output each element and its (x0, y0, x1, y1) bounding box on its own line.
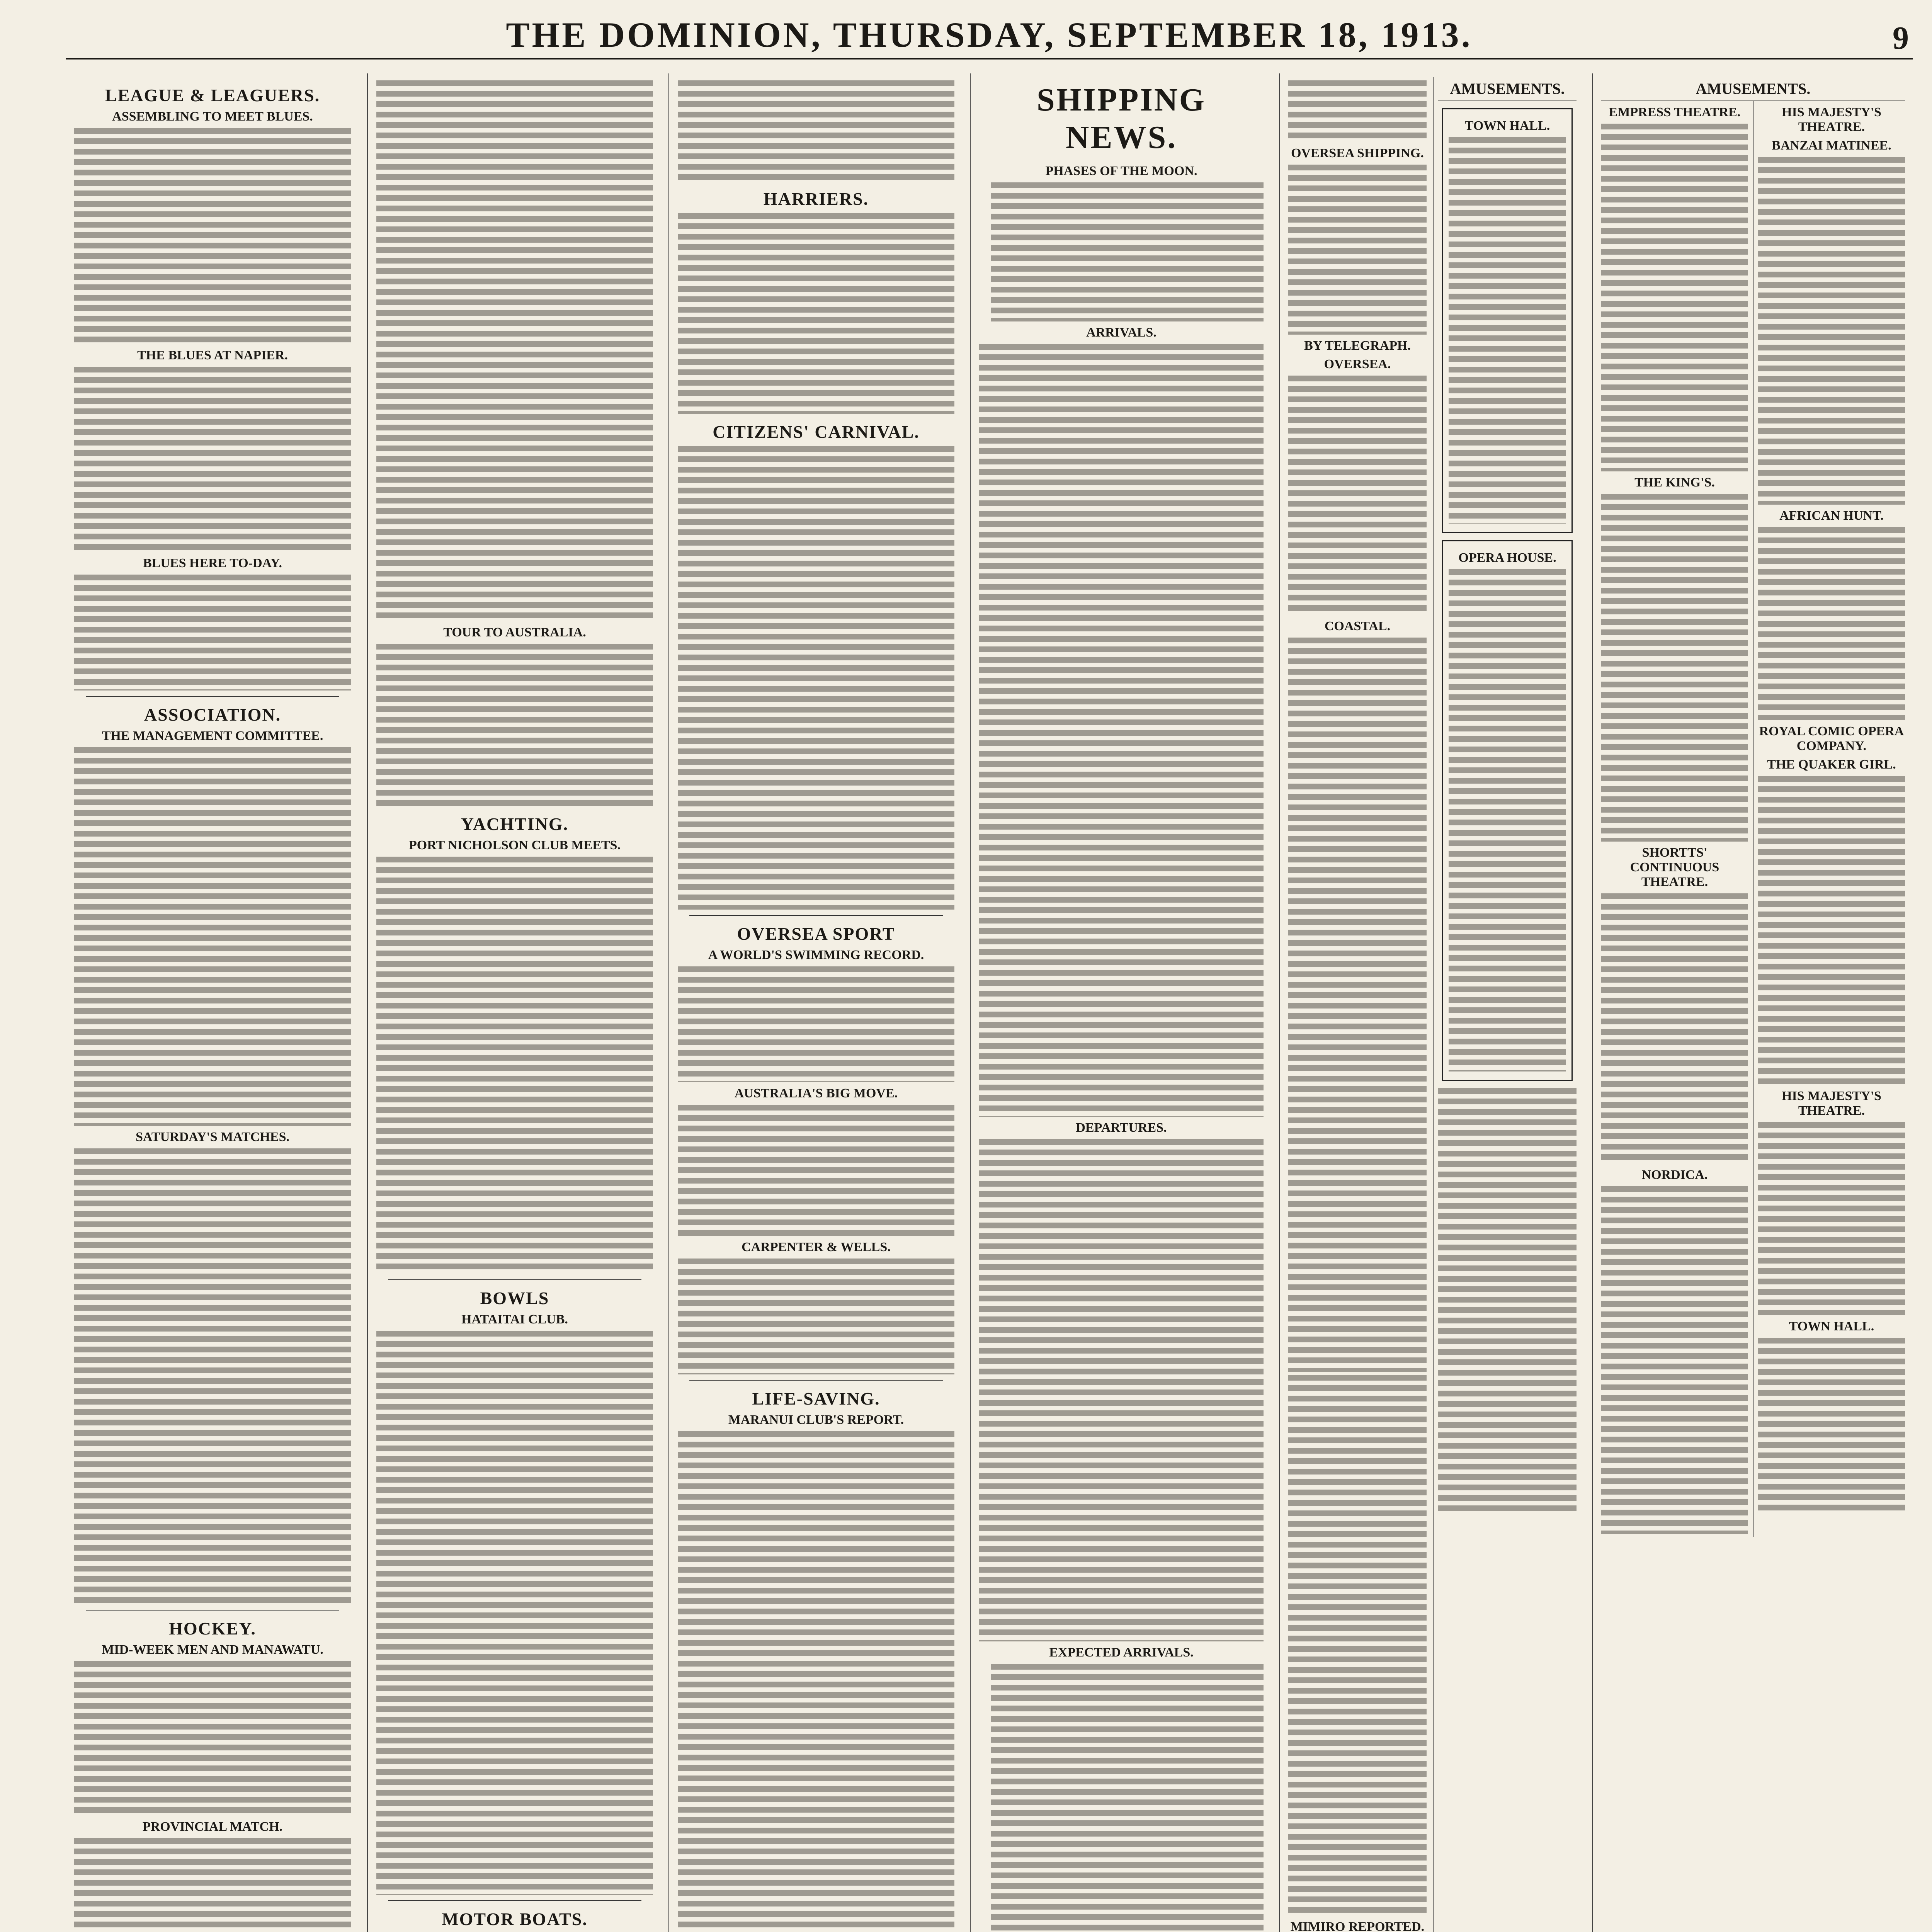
section-life-saving: LIFE-SAVING. (752, 1389, 880, 1408)
section-citizens-carnival: CITIZENS' CARNIVAL. (713, 422, 920, 442)
headline-australia-big-move: AUSTRALIA'S BIG MOVE. (734, 1086, 898, 1100)
subhead-mimiro: MIMIRO REPORTED. (1290, 1920, 1425, 1932)
divider (388, 1900, 641, 1901)
ad-body (1758, 527, 1905, 720)
town-hall-title: TOWN HALL. (1464, 119, 1550, 133)
amusements-text (1438, 1088, 1577, 1513)
headline-saturday: SATURDAY'S MATCHES. (135, 1130, 289, 1144)
headline-midweek: MID-WEEK MEN AND MANAWATU. (102, 1643, 323, 1657)
his-majestys-theatre: HIS MAJESTY'S THEATRE. (1782, 105, 1881, 134)
page-number: 9 (1893, 20, 1909, 56)
section-league-leaguers: LEAGUE & LEAGUERS. (105, 85, 320, 105)
amusements-title: AMUSEMENTS. (1601, 77, 1905, 101)
ad-body (1601, 494, 1748, 842)
subhead-oversea: OVERSEA. (1324, 357, 1391, 371)
article-body (376, 1331, 653, 1895)
article-body (678, 446, 954, 910)
departures-list (979, 1139, 1264, 1641)
ad-body (1449, 137, 1566, 524)
article-body (74, 1838, 351, 1932)
article-body (678, 80, 954, 181)
divider (86, 696, 339, 697)
subhead-oversea-shipping: OVERSEA SHIPPING. (1291, 146, 1424, 160)
divider (689, 915, 943, 916)
arrivals-list (979, 344, 1264, 1117)
ad-body (1758, 776, 1905, 1085)
nordica-ad: NORDICA. (1641, 1168, 1708, 1182)
his-majestys-theatre-2: HIS MAJESTY'S THEATRE. (1782, 1089, 1881, 1118)
column-sport-harriers (668, 73, 963, 1932)
opera-house-ad (1442, 540, 1573, 1081)
divider (689, 1380, 943, 1381)
section-hockey: HOCKEY. (169, 1619, 256, 1638)
headline-swimming-record: A WORLD'S SWIMMING RECORD. (708, 948, 924, 962)
subhead-by-telegraph: BY TELEGRAPH. (1304, 338, 1411, 353)
article-body (678, 1431, 954, 1932)
ad-body (1601, 893, 1748, 1164)
divider (388, 1279, 641, 1280)
coastal-list (1288, 638, 1427, 1372)
article-body (74, 747, 351, 1126)
headline-port-nicholson: PORT NICHOLSON CLUB MEETS. (409, 838, 621, 852)
article-body (678, 1259, 954, 1374)
masthead (66, 12, 1913, 60)
expected-arrivals-list (991, 1664, 1264, 1932)
shipping-text (1288, 80, 1427, 142)
column-shipping (970, 73, 1272, 1932)
town-hall-2: TOWN HALL. (1789, 1319, 1874, 1333)
article-body (678, 966, 954, 1082)
article-body (376, 80, 653, 621)
article-body (678, 1105, 954, 1236)
subhead-arrivals: ARRIVALS. (1086, 325, 1156, 340)
shortts-theatre: SHORTTS' CONTINUOUS THEATRE. (1630, 845, 1719, 889)
column-sport-yachting (367, 73, 662, 1932)
article-body (74, 367, 351, 552)
ad-body (1449, 569, 1566, 1071)
opera-house-title: OPERA HOUSE. (1458, 551, 1556, 565)
ad-body (1758, 1122, 1905, 1315)
article-body (74, 1148, 351, 1604)
headline-maranui: MARANUI CLUB'S REPORT. (728, 1413, 904, 1427)
african-hunt: AFRICAN HUNT. (1779, 509, 1884, 523)
banzai-matinee: BANZAI MATINEE. (1772, 138, 1891, 153)
article-body (74, 128, 351, 344)
town-hall-ad (1442, 108, 1573, 533)
headline-hataitai: HATAITAI CLUB. (461, 1312, 568, 1327)
ad-body (1601, 1186, 1748, 1534)
royal-comic-opera: ROYAL COMIC OPERA COMPANY. (1759, 724, 1904, 753)
article-body (376, 857, 653, 1274)
shipping-notes (1288, 1375, 1427, 1916)
headline-tour-australia: TOUR TO AUSTRALIA. (443, 625, 586, 639)
masthead-title: THE DOMINION, THURSDAY, SEPTEMBER 18, 1913. (506, 15, 1473, 54)
section-association: ASSOCIATION. (144, 705, 281, 724)
subhead-coastal: COASTAL. (1324, 619, 1391, 633)
ad-body (1758, 1338, 1905, 1512)
column-shipping-amusements (1279, 73, 1585, 1932)
moon-table (991, 182, 1264, 321)
the-quaker-girl: THE QUAKER GIRL. (1767, 757, 1896, 772)
headline-assembling: ASSEMBLING TO MEET BLUES. (112, 109, 313, 124)
section-motor-boats: MOTOR BOATS. (442, 1909, 588, 1929)
empress-theatre: EMPRESS THEATRE. (1609, 105, 1741, 119)
headline-provincial: PROVINCIAL MATCH. (142, 1820, 283, 1834)
telegraph-list (1288, 376, 1427, 615)
subhead-moon-phases: PHASES OF THE MOON. (1045, 164, 1197, 178)
section-yachting: YACHTING. (461, 814, 569, 834)
section-harriers: HARRIERS. (763, 189, 869, 209)
headline-blues-napier: THE BLUES AT NAPIER. (137, 348, 288, 362)
ad-body (1601, 124, 1748, 471)
article-body (678, 213, 954, 414)
subhead-departures: DEPARTURES. (1076, 1121, 1167, 1135)
headline-blues-here: BLUES HERE TO-DAY. (143, 556, 282, 570)
headline-carpenter-wells: CARPENTER & WELLS. (742, 1240, 891, 1254)
ad-body (1758, 157, 1905, 505)
section-bowls: BOWLS (480, 1288, 549, 1308)
article-body (74, 575, 351, 690)
section-oversea-sport: OVERSEA SPORT (737, 924, 895, 944)
article-body (74, 1661, 351, 1816)
oversea-table (1288, 165, 1427, 335)
column-amusements (1592, 73, 1913, 1932)
article-body (376, 644, 653, 806)
subhead-expected-arrivals: EXPECTED ARRIVALS. (1049, 1645, 1194, 1660)
divider (86, 1610, 339, 1611)
section-shipping-news: SHIPPING NEWS. (1036, 82, 1206, 155)
headline-management: THE MANAGEMENT COMMITTEE. (102, 729, 323, 743)
the-kings: THE KING'S. (1634, 475, 1715, 490)
column-sport-league (66, 73, 359, 1932)
amusements-title: AMUSEMENTS. (1438, 77, 1577, 101)
